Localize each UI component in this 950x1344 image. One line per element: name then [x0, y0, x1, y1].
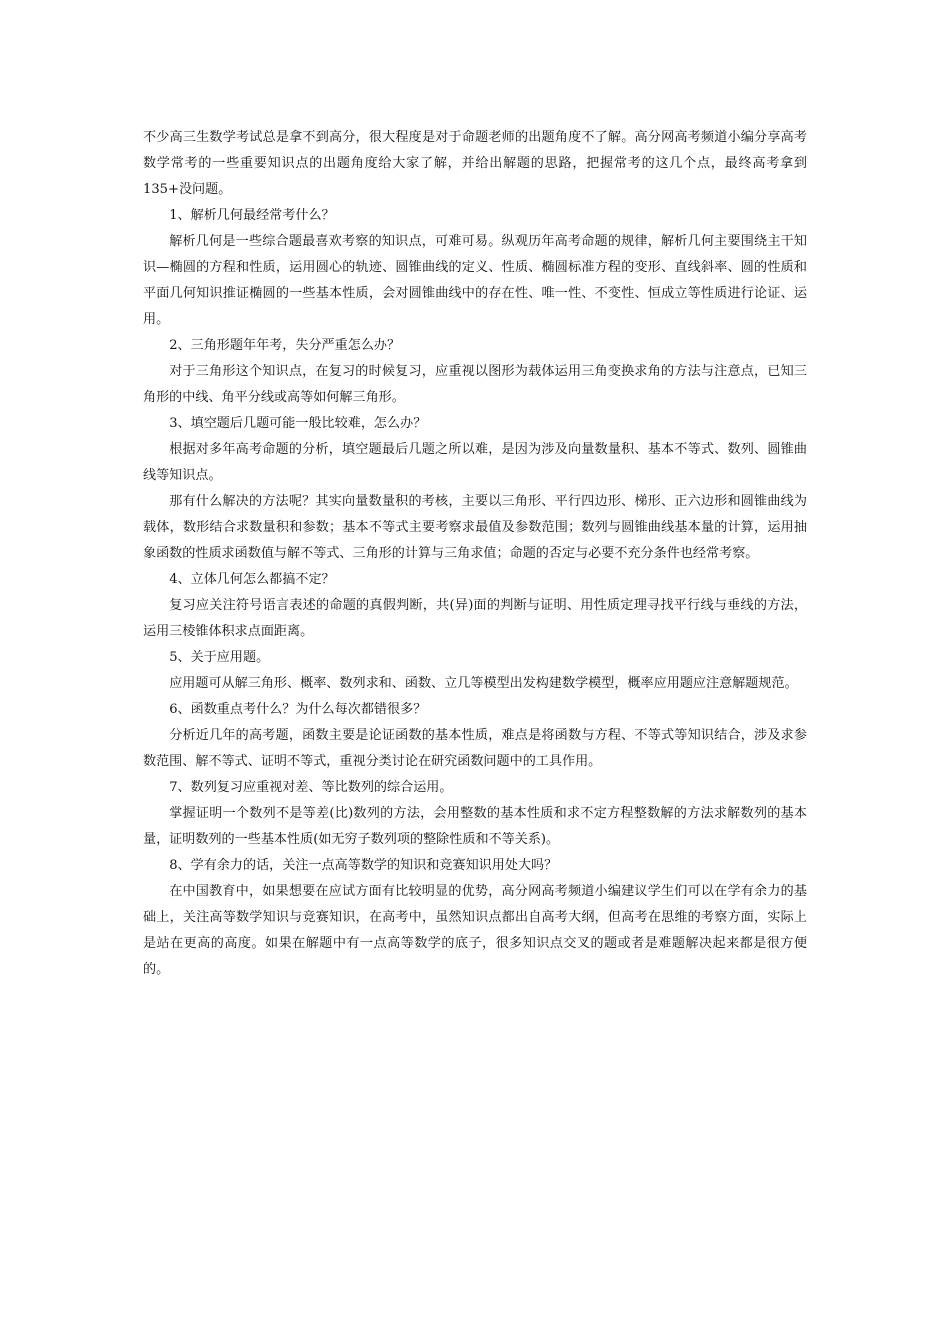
section-body-6: 分析近几年的高考题，函数主要是论证函数的基本性质，难点是将函数与方程、不等式等知识结合，涉及求参数范围、解不等式、证明不等式，重视分类讨论在研究函数问题中的工具作用。 [143, 728, 807, 769]
section-body-3b: 那有什么解决的方法呢？其实向量数量积的考核，主要以三角形、平行四边形、梯形、正六边形和圆锥曲线为载体，数形结合求数量积和参数；基本不等式主要考察求最值及参数范围；数列与圆锥曲线基本量的计算，运用抽象函数的性质求函数值与解不等式、三角形的计算与三角求值；命题的否定与必要不充分条件也经常考察。 [143, 494, 807, 561]
section-body-1: 解析几何是一些综合题最喜欢考察的知识点，可难可易。纵观历年高考命题的规律，解析几何主要围绕主干知识—椭圆的方程和性质，运用圆心的轨迹、圆锥曲线的定义、性质、椭圆标准方程的变形、直线斜率、圆的性质和平面几何知识推证椭圆的一些基本性质，会对圆锥曲线中的存在性、唯一性、不变性、恒成立等性质进行论证、运用。 [143, 234, 807, 327]
section-heading-4: 4、立体几何怎么都搞不定？ [169, 572, 335, 587]
section-heading-2: 2、三角形题年年考，失分严重怎么办？ [169, 338, 401, 353]
section-body-2: 对于三角形这个知识点，在复习的时候复习，应重视以图形为载体运用三角变换求角的方法与注意点，已知三角形的中线、角平分线或高等如何解三角形。 [143, 364, 807, 405]
section-heading-8: 8、学有余力的话，关注一点高等数学的知识和竞赛知识用处大吗？ [169, 858, 558, 873]
section-body-4: 复习应关注符号语言表述的命题的真假判断，共(异)面的判断与证明、用性质定理寻找平行线与垂线的方法，运用三棱锥体积求点面距离。 [143, 598, 807, 639]
intro-paragraph: 不少高三生数学考试总是拿不到高分，很大程度是对于命题老师的出题角度不了解。高分网高考频道小编分享高考数学常考的一些重要知识点的出题角度给大家了解，并给出解题的思路，把握常考的这几个点，最终高考拿到135+没问题。 [143, 130, 807, 197]
section-heading-6: 6、函数重点考什么？为什么每次都错很多？ [169, 702, 427, 717]
section-body-5: 应用题可从解三角形、概率、数列求和、函数、立几等模型出发构建数学模型，概率应用题应注意解题规范。 [169, 676, 798, 691]
section-body-7: 掌握证明一个数列不是等差(比)数列的方法，会用整数的基本性质和求不定方程整数解的方法求解数列的基本量，证明数列的一些基本性质(如无穷子数列项的整除性质和不等关系)。 [143, 806, 807, 847]
section-heading-5: 5、关于应用题。 [169, 650, 270, 665]
section-body-8: 在中国教育中，如果想要在应试方面有比较明显的优势，高分网高考频道小编建议学生们可以在学有余力的基础上，关注高等数学知识与竞赛知识，在高考中，虽然知识点都出自高考大纲，但高考在思维的考察方面，实际上是站在更高的高度。如果在解题中有一点高等数学的底子，很多知识点交叉的题或者是难题解决起来都是很方便的。 [143, 884, 807, 977]
article-body [143, 125, 807, 983]
section-body-3a: 根据对多年高考命题的分析，填空题最后几题之所以难，是因为涉及向量数量积、基本不等式、数列、圆锥曲线等知识点。 [143, 442, 807, 483]
section-heading-1: 1、解析几何最经常考什么？ [169, 208, 335, 223]
section-heading-3: 3、填空题后几题可能一般比较难，怎么办？ [169, 416, 427, 431]
section-heading-7: 7、数列复习应重视对差、等比数列的综合运用。 [169, 780, 453, 795]
